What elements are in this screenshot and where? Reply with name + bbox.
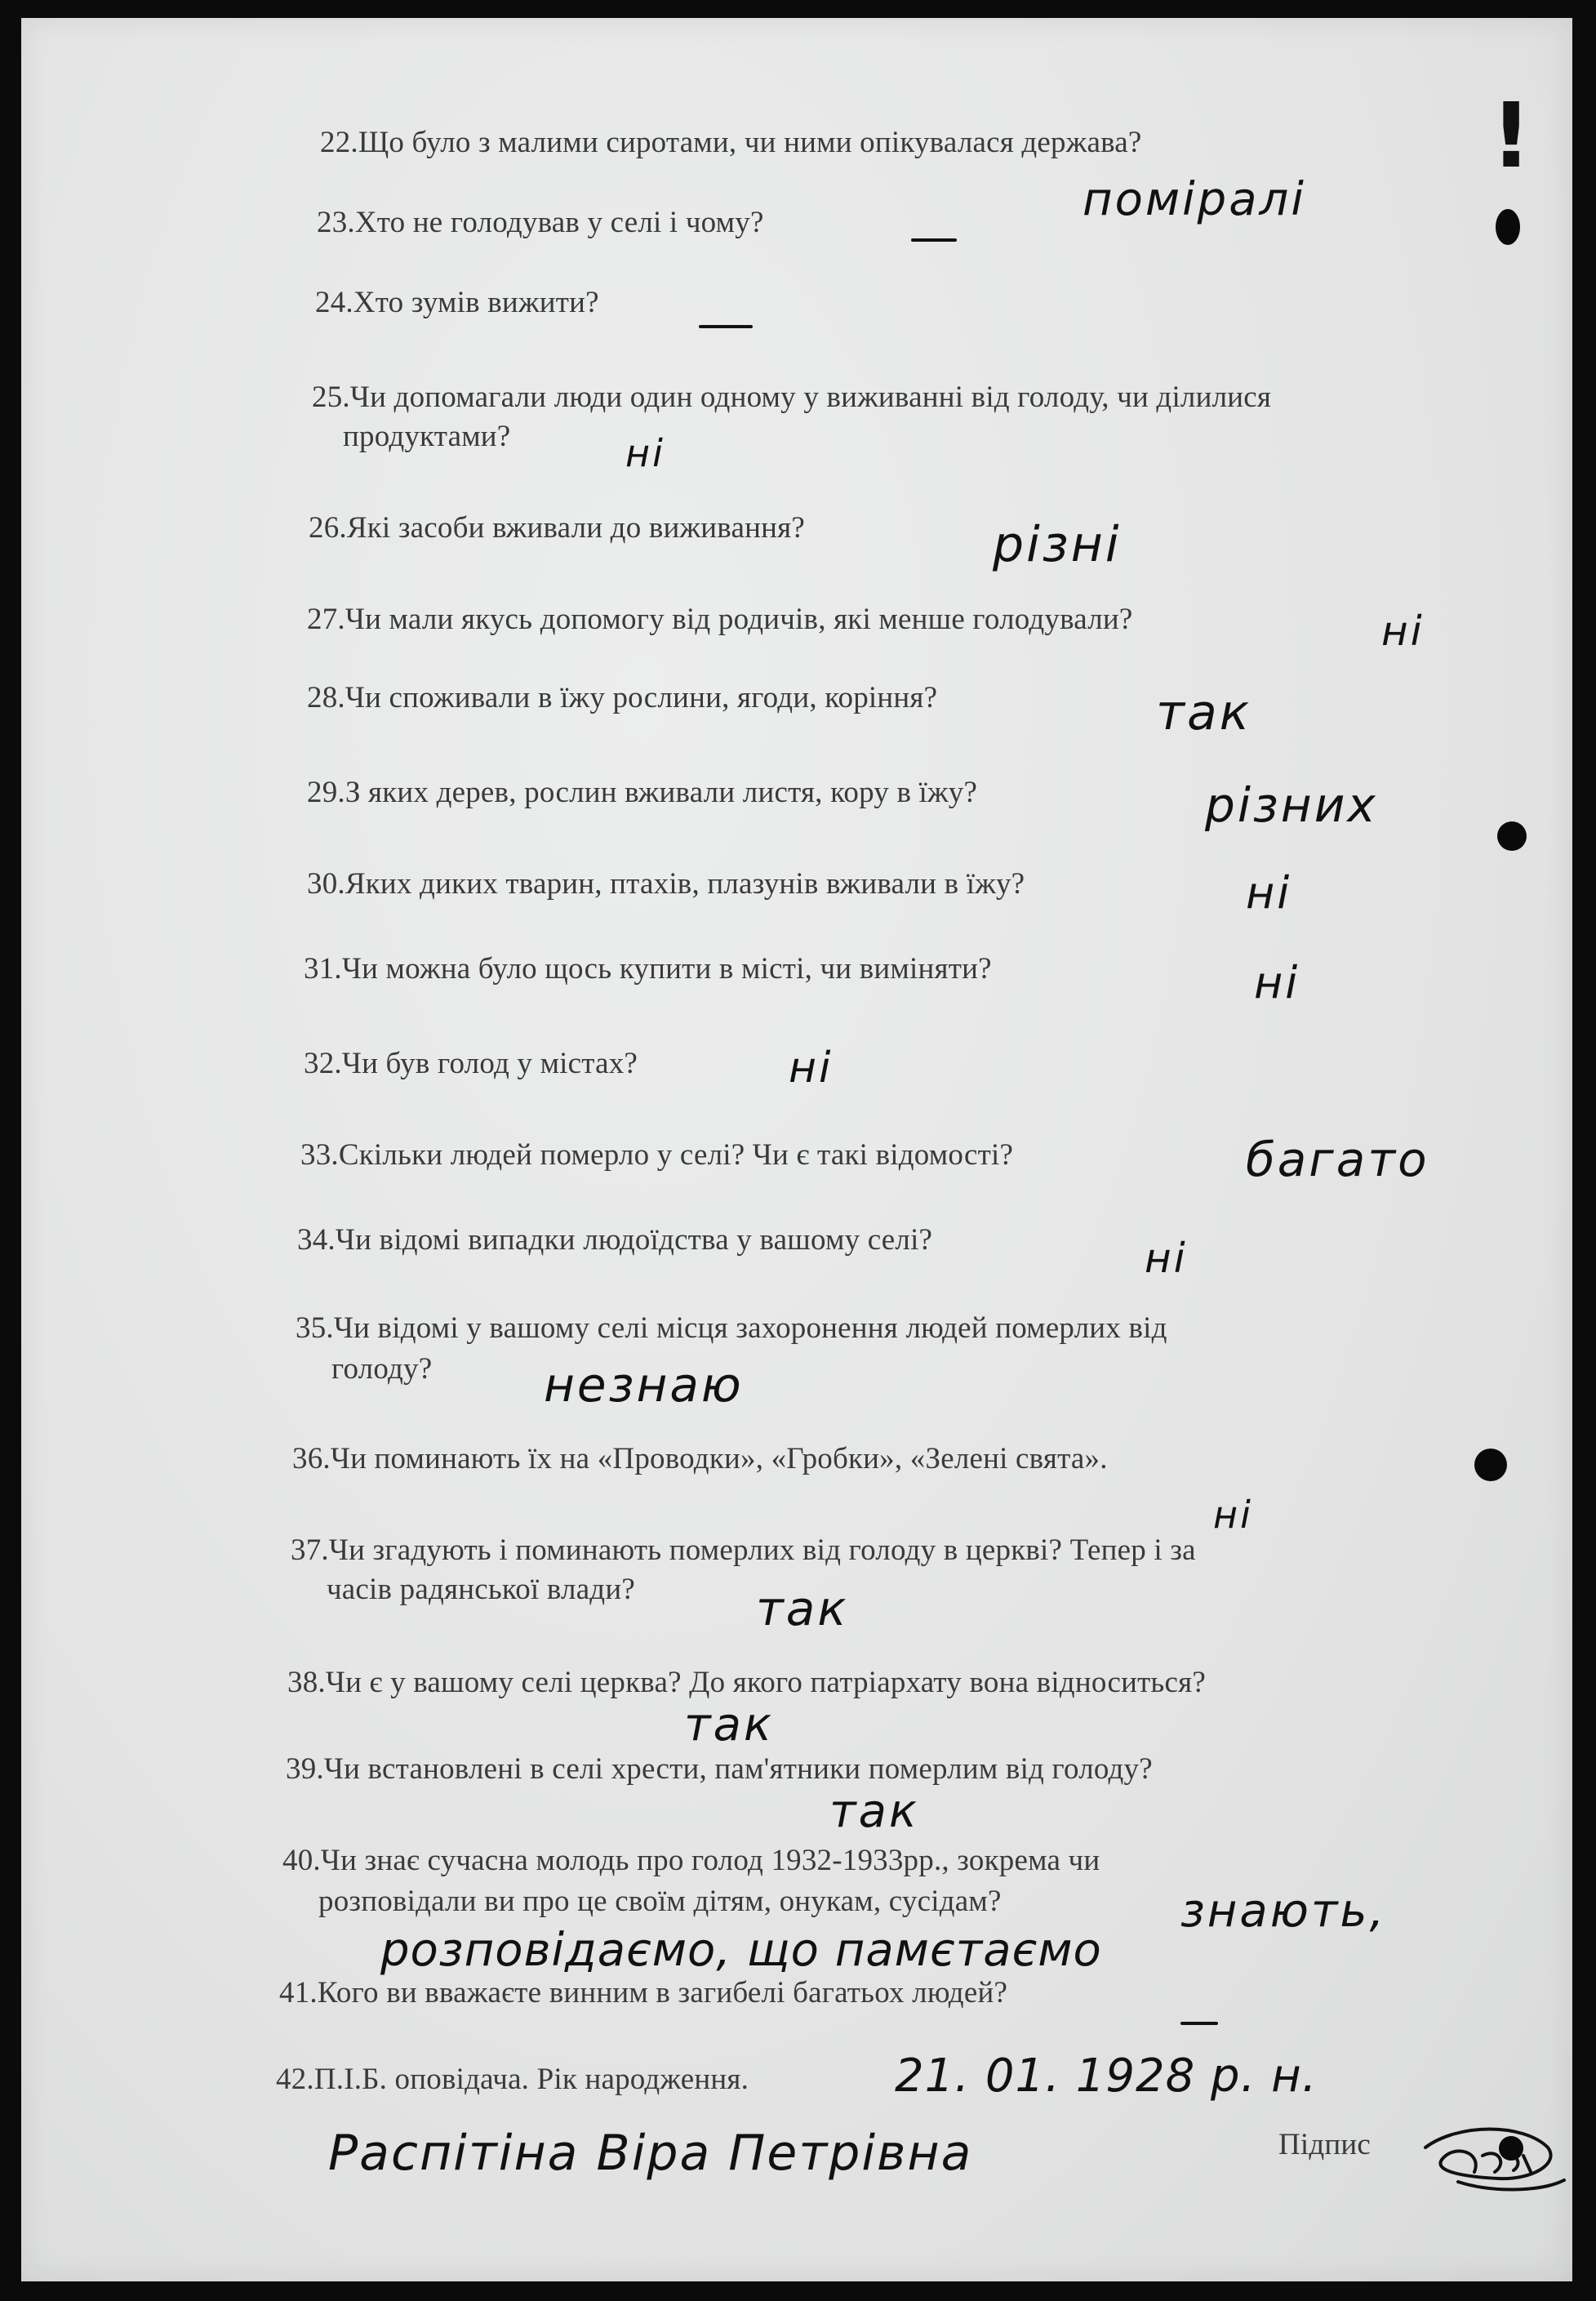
answer-33: багато: [1246, 1132, 1429, 1187]
punch-hole-upper: [1497, 821, 1527, 851]
question-35-line-1: 35.Чи відомі у вашому селі місця захоронення людей померлих від: [296, 1311, 1167, 1345]
question-33: 33.Скільки людей померло у селі? Чи є такі відомості?: [300, 1138, 1014, 1172]
question-38: 38.Чи є у вашому селі церква? До якого патріархату вона відноситься?: [287, 1666, 1206, 1699]
question-23: 23.Хто не голодував у селі і чому?: [317, 206, 764, 239]
answer-29: різних: [1205, 777, 1378, 833]
answer-30: ні: [1246, 867, 1292, 919]
answer-26: різні: [993, 516, 1122, 573]
answer-38: так: [684, 1698, 774, 1751]
question-29: 29.З яких дерев, рослин вживали листя, кору в їжу?: [307, 776, 978, 809]
answer-40-top: знають,: [1180, 1885, 1387, 1938]
punch-hole-middle: [1474, 1449, 1507, 1481]
answer-28: так: [1156, 684, 1251, 741]
document-page: [21, 18, 1572, 2281]
question-32: 32.Чи був голод у містах?: [304, 1047, 638, 1080]
answer-27: ні: [1381, 608, 1425, 655]
answer-37-top: ні: [1213, 1493, 1253, 1537]
question-37-line-1: 37.Чи згадують і поминають померлих від голоду в церкві? Тепер і за: [291, 1533, 1196, 1567]
answer-24-dash: [699, 325, 753, 328]
question-26: 26.Які засоби вживали до виживання?: [309, 511, 805, 545]
question-28: 28.Чи споживали в їжу рослини, ягоди, коріння?: [307, 681, 938, 714]
answer-39: так: [829, 1785, 919, 1838]
answer-23: поміралі: [1083, 173, 1306, 226]
question-30: 30.Яких диких тварин, птахів, плазунів вживали в їжу?: [307, 867, 1025, 901]
answer-22-exclamation: !: [1491, 83, 1535, 188]
answer-34: ні: [1145, 1235, 1188, 1282]
answer-37: так: [756, 1581, 849, 1636]
question-25-line-2: продуктами?: [343, 420, 511, 453]
question-37-line-2: часів радянської влади?: [327, 1573, 635, 1606]
question-25-line-1: 25.Чи допомагали люди один одному у виживанні від голоду, чи ділилися: [312, 381, 1272, 414]
question-35-line-2: голоду?: [331, 1352, 433, 1386]
question-41: 41.Кого ви вважаєте винним в загибелі багатьох людей?: [279, 1976, 1008, 2009]
question-40-line-2: розповідали ви про це своїм дітям, онукам, сусідам?: [318, 1885, 1002, 1918]
answer-31: ні: [1254, 957, 1300, 1008]
question-39: 39.Чи встановлені в селі хрести, пам'ятники померлим від голоду?: [286, 1752, 1153, 1786]
signature-label: Підпис: [1278, 2128, 1371, 2161]
answer-42-name: Распітіна Віра Петрівна: [328, 2125, 973, 2182]
question-24: 24.Хто зумів вижити?: [315, 286, 599, 319]
answer-40: розповідаємо, що памєтаємо: [380, 1924, 1102, 1977]
answer-25: ні: [625, 431, 665, 475]
answer-35: незнаю: [544, 1357, 744, 1413]
question-42: 42.П.І.Б. оповідача. Рік народження.: [276, 2063, 749, 2096]
handwritten-signature: [1409, 2115, 1572, 2205]
answer-32: ні: [789, 1044, 834, 1093]
answer-23-dash: [911, 238, 957, 242]
question-22: 22.Що було з малими сиротами, чи ними опікувалася держава?: [320, 126, 1142, 159]
punch-hole-bottom: [1499, 2136, 1523, 2161]
answer-41-dash: [1180, 2022, 1218, 2025]
question-36: 36.Чи поминають їх на «Проводки», «Гробки», «Зелені свята».: [292, 1442, 1108, 1475]
question-40-line-1: 40.Чи знає сучасна молодь про голод 1932-1933рр., зокрема чи: [282, 1844, 1100, 1877]
punch-hole-top: [1496, 209, 1520, 245]
question-34: 34.Чи відомі випадки людоїдства у вашому селі?: [297, 1223, 933, 1257]
question-27: 27.Чи мали якусь допомогу від родичів, які менше голодували?: [307, 603, 1133, 636]
answer-42-birth-date: 21. 01. 1928 р. н.: [895, 2050, 1318, 2103]
question-31: 31.Чи можна було щось купити в місті, чи виміняти?: [304, 952, 992, 986]
